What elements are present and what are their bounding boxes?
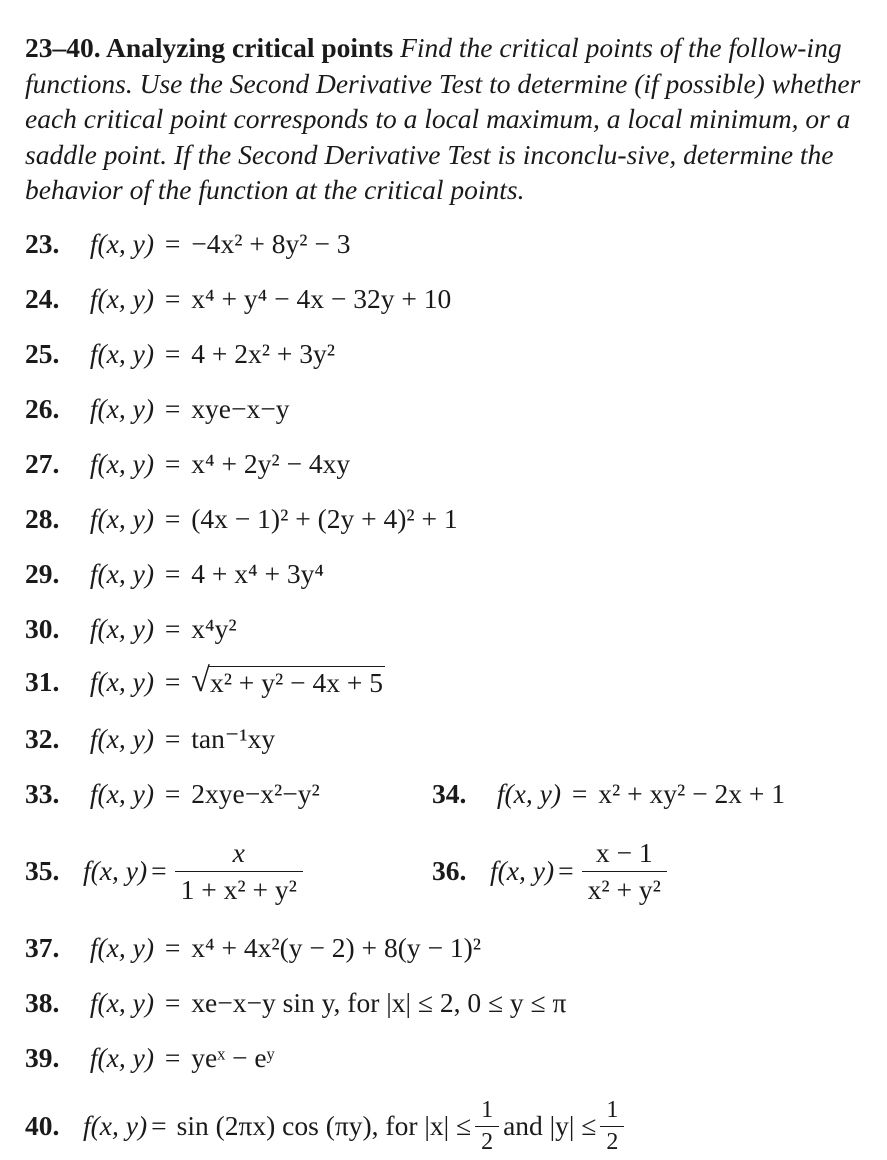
problem-28 bbox=[25, 503, 458, 543]
equals-sign: = bbox=[164, 393, 181, 424]
fraction-denominator: 2 bbox=[475, 1126, 499, 1156]
function-name: f(x, y) bbox=[89, 987, 154, 1018]
exercise-range-heading: 23–40. Analyzing critical points bbox=[25, 32, 394, 63]
function-name: f(x, y) bbox=[89, 666, 154, 697]
equals-sign: = bbox=[164, 932, 181, 963]
fraction-denominator: 2 bbox=[600, 1126, 624, 1156]
problem-39 bbox=[25, 1042, 275, 1082]
function-expression: x⁴ + y⁴ − 4x − 32y + 10 bbox=[191, 283, 452, 314]
fraction-denominator: 1 + x² + y² bbox=[175, 871, 303, 906]
function-expression: x⁴y² bbox=[191, 613, 237, 644]
function-name: f(x, y) bbox=[490, 855, 555, 886]
function-name: f(x, y) bbox=[89, 1042, 154, 1073]
equals-sign: = bbox=[164, 613, 181, 644]
equals-sign: = bbox=[151, 855, 167, 886]
problem-number: 39. bbox=[25, 1042, 60, 1073]
problem-32 bbox=[25, 723, 275, 763]
problem-number: 36. bbox=[432, 855, 467, 886]
function-expression: 2xye−x²−y² bbox=[191, 778, 320, 809]
fraction bbox=[582, 837, 667, 906]
function-name: f(x, y) bbox=[89, 338, 154, 369]
problem-26 bbox=[25, 393, 290, 433]
function-expression: sin (2πx) cos (πy), for |x| ≤ bbox=[176, 1110, 472, 1141]
equals-sign: = bbox=[164, 723, 181, 754]
function-name: f(x, y) bbox=[89, 723, 154, 754]
problem-number: 24. bbox=[25, 283, 60, 314]
function-name: f(x, y) bbox=[83, 855, 148, 886]
problem-number: 35. bbox=[25, 855, 60, 886]
equals-sign: = bbox=[164, 448, 181, 479]
instructions-text: Find the critical points of the follow-ing functions. Use the Second Derivative Test to determine (if possible) whether each critical point corresponds to a local maximum, a local minimum, or a saddle point. If the Second Derivative Test is inconclu-sive, determine the behavior of the function at the critical points. bbox=[25, 32, 861, 205]
equals-sign: = bbox=[164, 1042, 181, 1073]
function-expression: (4x − 1)² + (2y + 4)² + 1 bbox=[191, 503, 458, 534]
problem-number: 34. bbox=[432, 778, 467, 809]
fraction-half bbox=[600, 1097, 624, 1156]
condition-text: and |y| ≤ bbox=[503, 1110, 597, 1141]
problem-29 bbox=[25, 558, 324, 598]
problem-number: 29. bbox=[25, 558, 60, 589]
equals-sign: = bbox=[164, 666, 181, 697]
fraction bbox=[175, 837, 303, 906]
function-name: f(x, y) bbox=[83, 1110, 148, 1141]
function-name: f(x, y) bbox=[89, 932, 154, 963]
problem-25 bbox=[25, 338, 335, 378]
function-name: f(x, y) bbox=[89, 283, 154, 314]
equals-sign: = bbox=[164, 558, 181, 589]
equals-sign: = bbox=[164, 228, 181, 259]
problem-23 bbox=[25, 228, 351, 268]
problem-36 bbox=[432, 836, 671, 905]
fraction-denominator: x² + y² bbox=[582, 871, 667, 906]
function-expression: tan⁻¹xy bbox=[191, 723, 276, 754]
problem-27 bbox=[25, 448, 350, 488]
function-expression: 4 + 2x² + 3y² bbox=[191, 338, 336, 369]
problem-number: 26. bbox=[25, 393, 60, 424]
function-name: f(x, y) bbox=[89, 393, 154, 424]
equals-sign: = bbox=[164, 338, 181, 369]
equals-sign: = bbox=[151, 1110, 167, 1141]
problem-number: 37. bbox=[25, 932, 60, 963]
equals-sign: = bbox=[164, 987, 181, 1018]
equals-sign: = bbox=[571, 778, 588, 809]
function-name: f(x, y) bbox=[89, 448, 154, 479]
function-expression: xe−x−y sin y, for |x| ≤ 2, 0 ≤ y ≤ π bbox=[191, 987, 567, 1018]
function-name: f(x, y) bbox=[89, 228, 154, 259]
exercise-instructions bbox=[25, 30, 865, 208]
square-root bbox=[191, 662, 385, 699]
problem-number: 25. bbox=[25, 338, 60, 369]
problem-33 bbox=[25, 778, 320, 818]
problem-31 bbox=[25, 662, 385, 706]
problem-number: 32. bbox=[25, 723, 60, 754]
fraction-numerator: x − 1 bbox=[595, 836, 653, 868]
function-name: f(x, y) bbox=[89, 503, 154, 534]
radical-sign-icon: √ bbox=[191, 662, 210, 699]
function-expression: yeˣ − eʸ bbox=[191, 1042, 275, 1073]
problem-35 bbox=[25, 836, 307, 905]
function-expression: x² + xy² − 2x + 1 bbox=[598, 778, 786, 809]
function-name: f(x, y) bbox=[89, 778, 154, 809]
problem-37 bbox=[25, 932, 481, 972]
function-name: f(x, y) bbox=[89, 613, 154, 644]
problem-24 bbox=[25, 283, 451, 323]
fraction-half bbox=[475, 1097, 499, 1156]
problem-number: 23. bbox=[25, 228, 60, 259]
function-expression: xye−x−y bbox=[191, 393, 290, 424]
problem-number: 28. bbox=[25, 503, 60, 534]
fraction-numerator: x bbox=[232, 836, 245, 868]
problem-number: 38. bbox=[25, 987, 60, 1018]
function-expression: x⁴ + 4x²(y − 2) + 8(y − 1)² bbox=[191, 932, 482, 963]
problem-number: 30. bbox=[25, 613, 60, 644]
problem-34 bbox=[432, 778, 785, 818]
problem-number: 40. bbox=[25, 1110, 60, 1141]
problem-30 bbox=[25, 613, 237, 653]
function-expression: x² + y² − 4x + 5 bbox=[209, 667, 383, 698]
equals-sign: = bbox=[164, 778, 181, 809]
problem-38 bbox=[25, 987, 566, 1027]
equals-sign: = bbox=[164, 283, 181, 314]
problem-number: 33. bbox=[25, 778, 60, 809]
problem-number: 27. bbox=[25, 448, 60, 479]
equals-sign: = bbox=[164, 503, 181, 534]
fraction-numerator: 1 bbox=[606, 1096, 619, 1123]
equals-sign: = bbox=[558, 855, 574, 886]
function-expression: 4 + x⁴ + 3y⁴ bbox=[191, 558, 324, 589]
fraction-numerator: 1 bbox=[481, 1096, 494, 1123]
function-name: f(x, y) bbox=[496, 778, 561, 809]
problem-number: 31. bbox=[25, 666, 60, 697]
problem-40 bbox=[25, 1096, 628, 1156]
function-expression: −4x² + 8y² − 3 bbox=[191, 228, 351, 259]
function-expression: x⁴ + 2y² − 4xy bbox=[191, 448, 351, 479]
function-name: f(x, y) bbox=[89, 558, 154, 589]
